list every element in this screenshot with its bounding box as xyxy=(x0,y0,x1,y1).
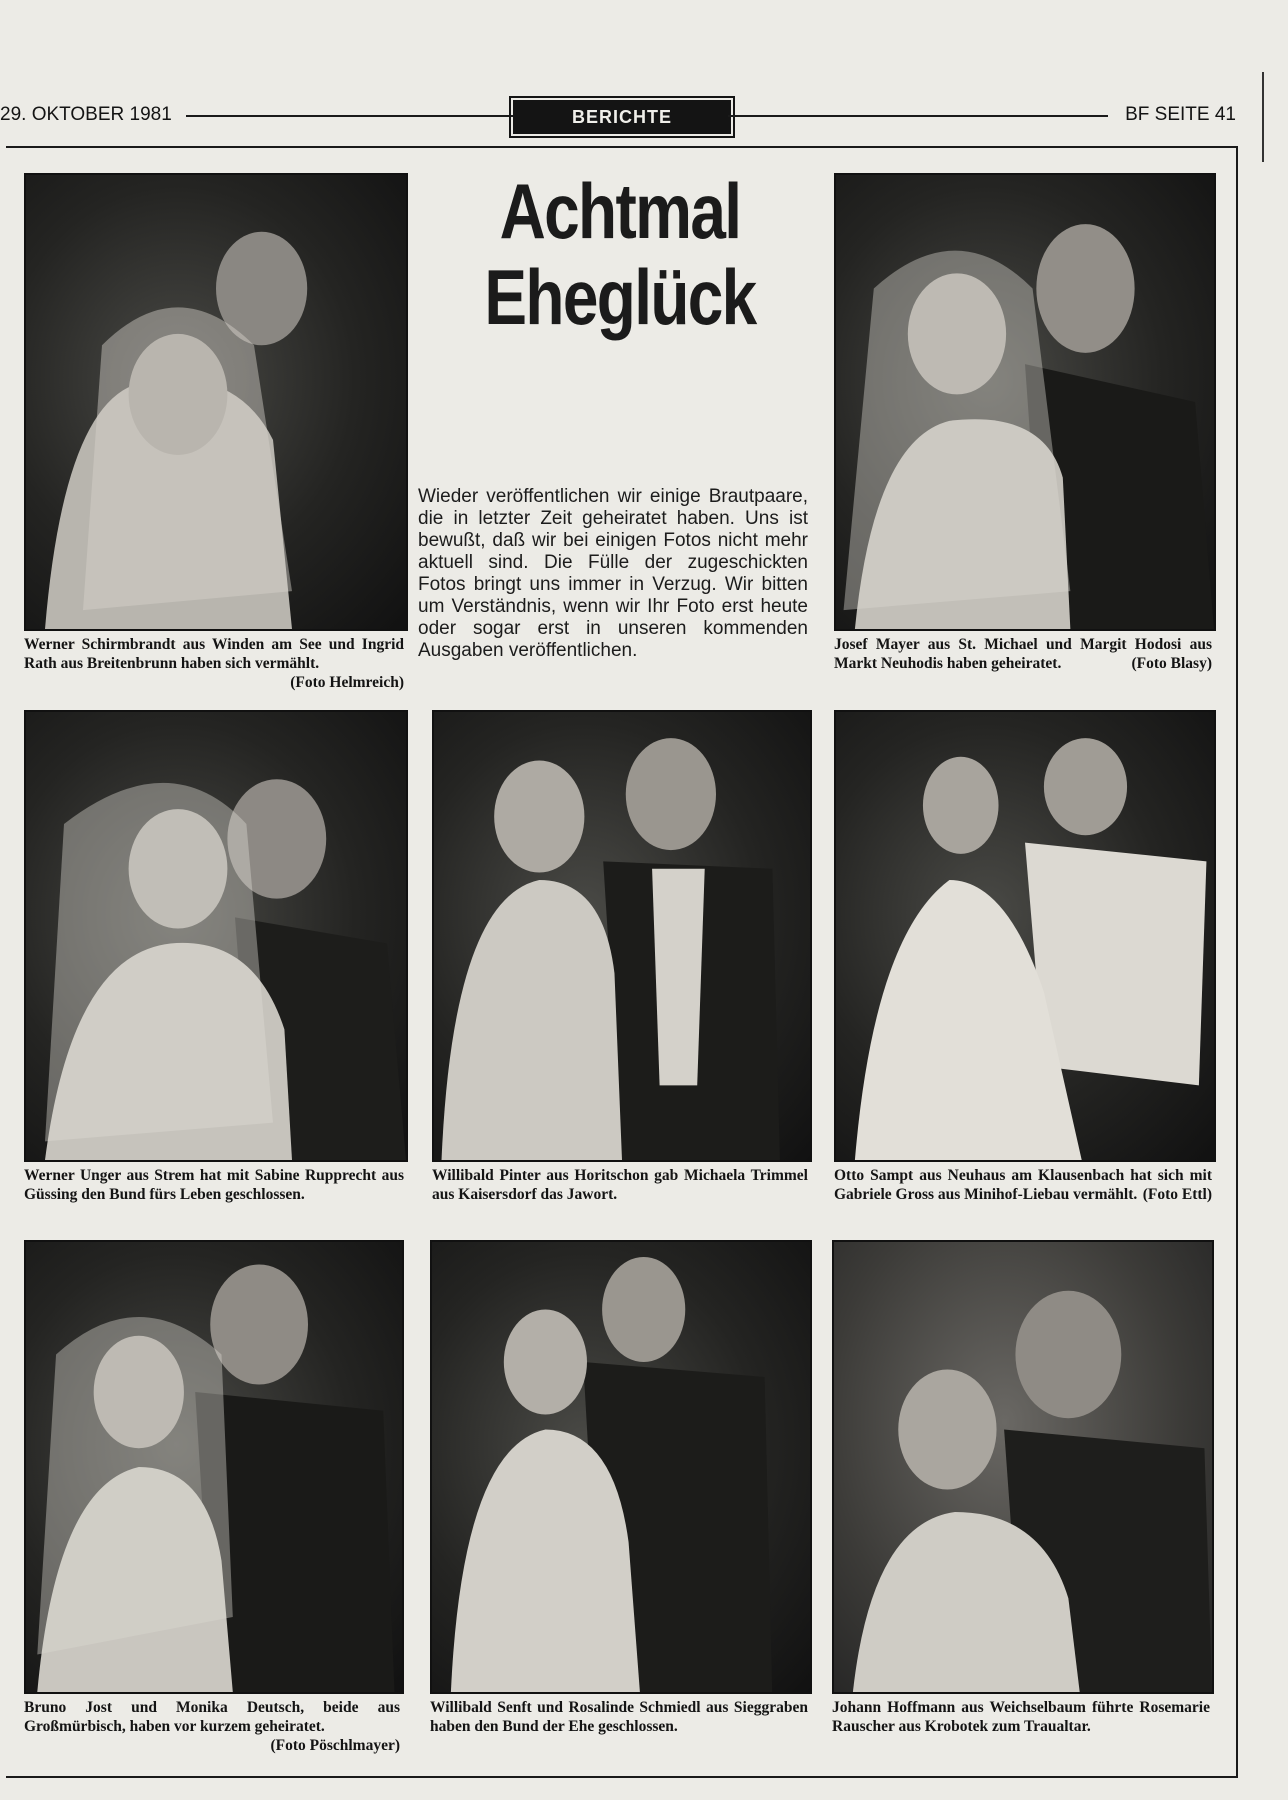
wedding-photo xyxy=(24,173,408,631)
wedding-photo xyxy=(834,710,1216,1162)
page-number: BF SEITE 41 xyxy=(1125,104,1236,125)
section-label: BERICHTE xyxy=(513,100,731,134)
photo-credit: (Foto Ettl) xyxy=(1142,1186,1212,1203)
headline-line-1: Achtmal xyxy=(499,167,741,255)
caption-text: Johann Hoffmann aus Weichselbaum führte Rosemarie Rauscher aus Krobotek zum Traualtar. xyxy=(832,1699,1210,1735)
issue-date: 29. OKTOBER 1981 xyxy=(0,104,172,125)
photo-caption xyxy=(834,635,1212,673)
caption-text: Willibald Pinter aus Horitschon gab Michaela Trimmel aus Kaisersdorf das Jawort. xyxy=(432,1167,808,1203)
photo-caption xyxy=(834,1166,1212,1204)
caption-text: Werner Unger aus Strem hat mit Sabine Rupprecht aus Güssing den Bund fürs Leben geschlossen. xyxy=(24,1167,404,1203)
photo-credit: (Foto Blasy) xyxy=(1131,655,1212,672)
wedding-photo xyxy=(432,710,812,1162)
wedding-photo xyxy=(430,1240,812,1694)
photo-caption xyxy=(24,1698,400,1755)
photo-caption xyxy=(24,635,404,692)
article-intro: Wieder veröffentlichen wir einige Brautpaare, die in letzter Zeit geheiratet haben. Uns ist bewußt, daß wir bei einigen Fotos nicht mehr aktuell sind. Die Fülle der zugeschickten Fotos bringt uns immer in Verzug. Wir bitten um Verständnis, wenn wir Ihr Foto erst heute oder sogar erst in unseren kommenden Ausgaben veröffentlichen. xyxy=(418,486,808,661)
wedding-photo xyxy=(834,173,1216,631)
wedding-photo xyxy=(832,1240,1214,1694)
headline-line-2: Eheglück xyxy=(484,253,756,341)
photo-credit: (Foto Helmreich) xyxy=(290,674,404,691)
photo-credit: (Foto Pöschlmayer) xyxy=(270,1737,400,1754)
caption-text: Bruno Jost und Monika Deutsch, beide aus Großmürbisch, haben vor kurzem geheiratet. xyxy=(24,1699,400,1735)
photo-caption xyxy=(432,1166,808,1204)
caption-text: Willibald Senft und Rosalinde Schmiedl aus Sieggraben haben den Bund der Ehe geschlossen. xyxy=(430,1699,808,1735)
caption-text: Werner Schirmbrandt aus Winden am See und Ingrid Rath aus Breitenbrunn haben sich vermählt. xyxy=(24,636,404,672)
fold-line xyxy=(1262,72,1264,162)
article-headline xyxy=(456,168,784,340)
header-rule-right xyxy=(728,115,1108,117)
wedding-photo xyxy=(24,710,408,1162)
photo-caption xyxy=(430,1698,808,1736)
page-header xyxy=(0,100,1260,136)
wedding-photo xyxy=(24,1240,404,1694)
caption-text: Otto Sampt aus Neuhaus am Klausenbach hat sich mit Gabriele Gross aus Minihof-Liebau vermählt. xyxy=(834,1167,1212,1203)
header-rule-left xyxy=(186,115,516,117)
photo-caption xyxy=(24,1166,404,1204)
caption-text: Josef Mayer aus St. Michael und Margit Hodosi aus Markt Neuhodis haben geheiratet. xyxy=(834,636,1212,672)
photo-caption xyxy=(832,1698,1210,1736)
